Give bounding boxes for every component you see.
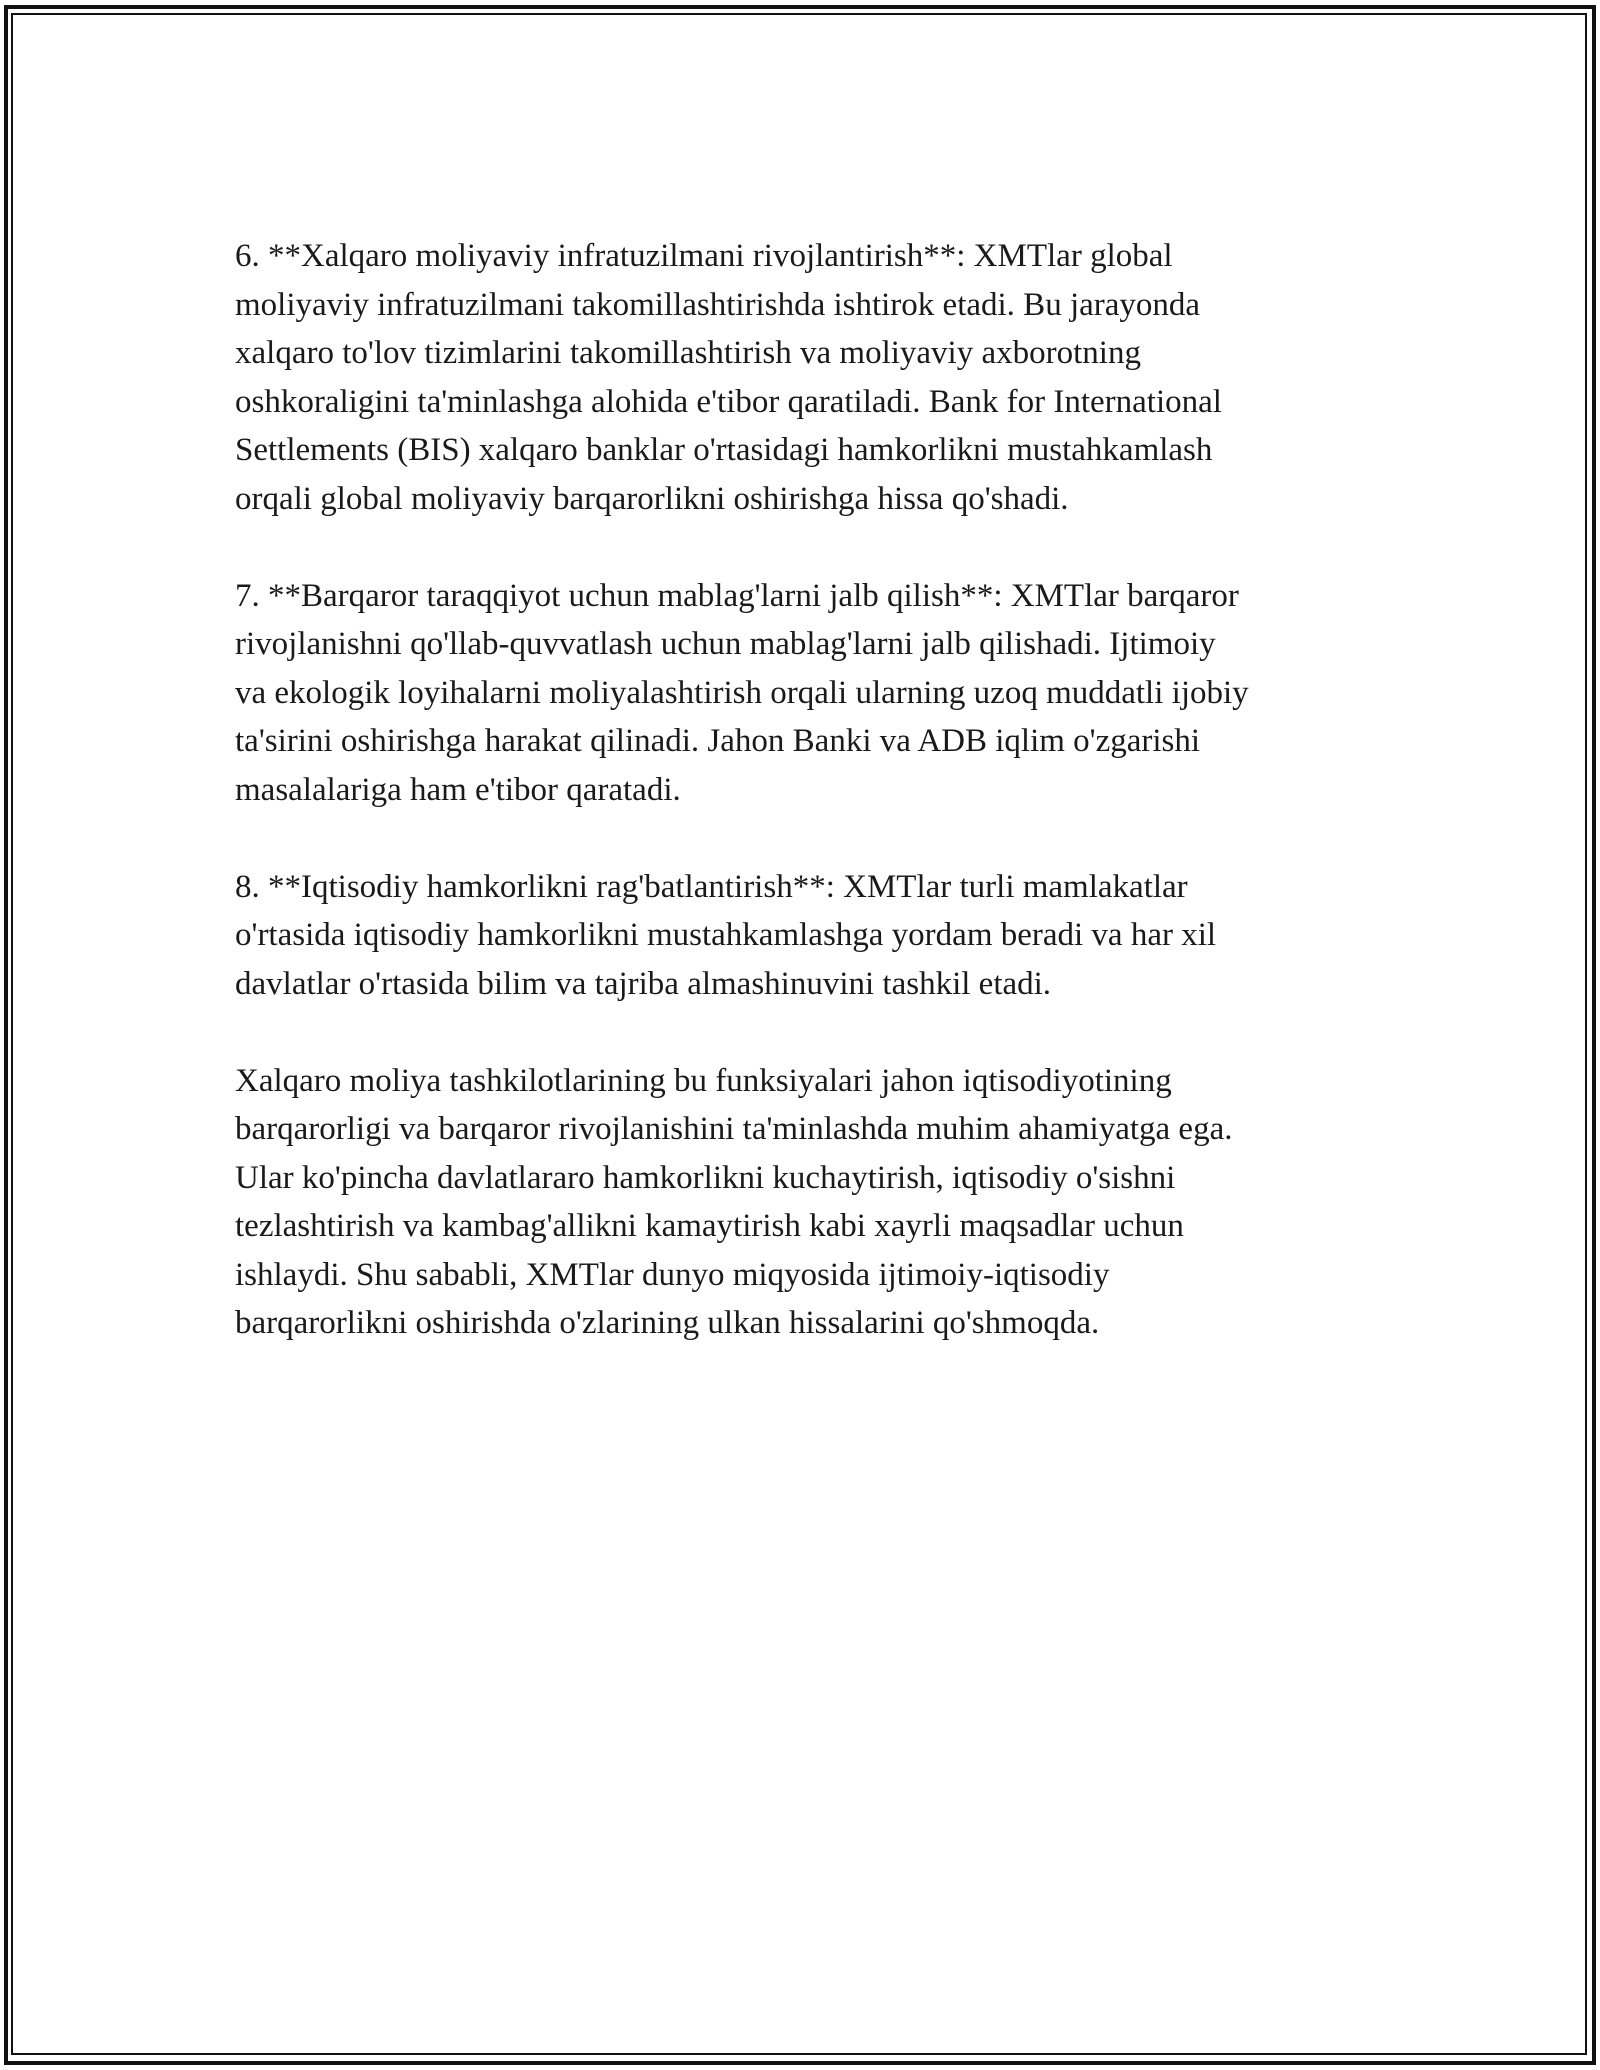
- document-body: [235, 232, 1375, 1396]
- paragraph-item-7: 7. **Barqaror taraqqiyot uchun mablag'larni jalb qilish**: XMTlar barqaror rivojlanishni qo'llab-quvvatlash uchun mablag'larni jalb qilishadi. Ijtimoiy va ekologik loyihalarni moliyalashtirish orqali ularning uzoq muddatli ijobiy ta'sirini oshirishga harakat qilinadi. Jahon Banki va ADB iqlim o'zgarishi masalalariga ham e'tibor qaratadi.: [235, 577, 1249, 808]
- paragraph-conclusion: Xalqaro moliya tashkilotlarining bu funksiyalari jahon iqtisodiyotining barqarorligi va barqaror rivojlanishini ta'minlashda muhim ahamiyatga ega. Ular ko'pincha davlatlararo hamkorlikni kuchaytirish, iqtisodiy o'sishni tezlashtirish va kambag'allikni kamaytirish kabi xayrli maqsadlar uchun ishlaydi. Shu sababli, XMTlar dunyo miqyosida ijtimoiy-iqtisodiy barqarorlikni oshirishda o'zlarining ulkan hissalarini qo'shmoqda.: [235, 1062, 1233, 1341]
- paragraph-item-6: 6. **Xalqaro moliyaviy infratuzilmani rivojlantirish**: XMTlar global moliyaviy infratuzilmani takomillashtirishda ishtirok etadi. Bu jarayonda xalqaro to'lov tizimlarini takomillashtirish va moliyaviy axborotning oshkoraligini ta'minlashga alohida e'tibor qaratiladi. Bank for International Settlements (BIS) xalqaro banklar o'rtasidagi hamkorlikni mustahkamlash orqali global moliyaviy barqarorlikni oshirishga hissa qo'shadi.: [235, 238, 1222, 517]
- paragraph-item-8: 8. **Iqtisodiy hamkorlikni rag'batlantirish**: XMTlar turli mamlakatlar o'rtasida iqtisodiy hamkorlikni mustahkamlashga yordam beradi va har xil davlatlar o'rtasida bilim va tajriba almashinuvini tashkil etadi.: [235, 868, 1217, 1002]
